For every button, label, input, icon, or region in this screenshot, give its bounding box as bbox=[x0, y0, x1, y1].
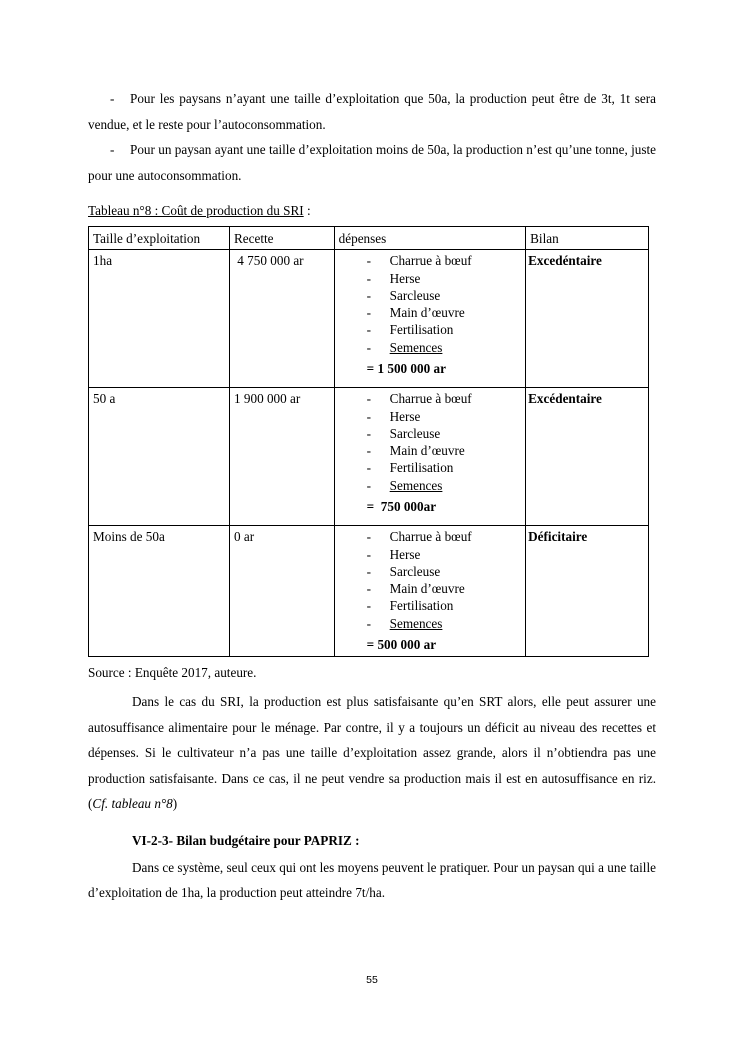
page-body bbox=[88, 86, 656, 906]
cell-depenses bbox=[334, 250, 525, 388]
depenses-total: = 750 000ar bbox=[366, 499, 437, 515]
cell-bilan: Déficitaire bbox=[526, 526, 649, 657]
page-number: 55 bbox=[366, 974, 378, 986]
depenses-list bbox=[339, 528, 520, 632]
cell-depenses bbox=[334, 388, 525, 526]
list-item: - Semences bbox=[367, 477, 520, 494]
cell-recette: 0 ar bbox=[229, 526, 334, 657]
cell-taille: Moins de 50a bbox=[89, 526, 230, 657]
cell-recette: 1 900 000 ar bbox=[229, 388, 334, 526]
section-heading: VI-2-3- Bilan budgétaire pour PAPRIZ : bbox=[132, 832, 360, 848]
cell-depenses bbox=[334, 526, 525, 657]
list-item: - Charrue à bœuf bbox=[367, 252, 520, 269]
list-item: - Semences bbox=[367, 615, 520, 632]
header-depenses: dépenses bbox=[334, 227, 525, 250]
depenses-total: = 1 500 000 ar bbox=[366, 361, 446, 377]
list-item: - Charrue à bœuf bbox=[367, 528, 520, 545]
table-caption-suffix: : bbox=[303, 203, 311, 218]
bullet-item bbox=[88, 86, 656, 137]
list-item: - Fertilisation bbox=[367, 597, 520, 614]
table-caption bbox=[88, 200, 656, 222]
cost-table bbox=[88, 226, 649, 657]
depenses-list bbox=[339, 252, 520, 356]
table-header-row bbox=[89, 227, 649, 250]
header-recette: Recette bbox=[229, 227, 334, 250]
list-item: - Fertilisation bbox=[367, 321, 520, 338]
list-item: - Herse bbox=[367, 408, 520, 425]
list-item: - Main d’œuvre bbox=[367, 442, 520, 459]
cell-bilan: Excedéntaire bbox=[526, 250, 649, 388]
list-item: - Herse bbox=[367, 270, 520, 287]
list-item: - Sarcleuse bbox=[367, 563, 520, 580]
header-taille: Taille d’exploitation bbox=[89, 227, 230, 250]
bullet-item bbox=[88, 137, 656, 188]
bullet-dash: - bbox=[110, 91, 115, 106]
cell-taille: 1ha bbox=[89, 250, 230, 388]
list-item: - Main d’œuvre bbox=[367, 304, 520, 321]
table-row bbox=[89, 526, 649, 657]
table-source: Source : Enquête 2017, auteure. bbox=[88, 665, 257, 681]
list-item: - Sarcleuse bbox=[367, 287, 520, 304]
list-item: - Charrue à bœuf bbox=[367, 390, 520, 407]
cell-taille: 50 a bbox=[89, 388, 230, 526]
bullet-text: Pour les paysans n’ayant une taille d’exploitation que 50a, la production peut être de 3t, 1t sera vendue, et le reste pour l’autoconsommation. bbox=[88, 91, 656, 132]
header-bilan: Bilan bbox=[526, 227, 649, 250]
bullet-text: Pour un paysan ayant une taille d’exploitation moins de 50a, la production n’est qu’une tonne, juste pour une autoconsommation. bbox=[88, 142, 656, 183]
cell-recette: 4 750 000 ar bbox=[229, 250, 334, 388]
paragraph: Dans ce système, seul ceux qui ont les moyens peuvent le pratiquer. Pour un paysan qui a une taille d’exploitation de 1ha, la production peut atteindre 7t/ha. bbox=[88, 859, 656, 901]
table-row bbox=[89, 388, 649, 526]
depenses-list bbox=[339, 390, 520, 494]
table-caption-label: Tableau n°8 : Coût de production du SRI bbox=[88, 203, 304, 218]
list-item: - Semences bbox=[367, 339, 520, 356]
paragraph: Dans le cas du SRI, la production est plus satisfaisante qu’en SRT alors, elle peut assurer une autosuffisance alimentaire pour le ménage. Par contre, il y a toujours un déficit au niveau des recettes et dépenses. Si le cultivateur n’a pas une taille d’exploitation assez grande, alors il n’obtiendra pas une production satisfaisante. Dans ce cas, il ne peut vendre sa production mais il est en autosuffisance en riz. (Cf. tableau n°8) bbox=[88, 694, 656, 812]
list-item: - Main d’œuvre bbox=[367, 580, 520, 597]
bullet-dash: - bbox=[110, 142, 115, 157]
list-item: - Herse bbox=[367, 546, 520, 563]
cell-bilan: Excédentaire bbox=[526, 388, 649, 526]
table-row bbox=[89, 250, 649, 388]
list-item: - Fertilisation bbox=[367, 459, 520, 476]
depenses-total: = 500 000 ar bbox=[366, 637, 437, 653]
list-item: - Sarcleuse bbox=[367, 425, 520, 442]
paragraph-text: Dans le cas du SRI, la production est plus satisfaisante qu’en SRT alors, elle peut assurer une autosuffisance alimentaire pour le ménage. Par contre, il y a toujours un déficit au niveau des recettes et dépenses. Si le cultivateur n’a pas une taille d’exploitation assez grande, alors il n’obtiendra pas une production satisfaisante. Dans ce cas, il ne peut vendre sa production mais il est en autosuffisance en riz. ( bbox=[88, 694, 656, 812]
table-reference: Cf. tableau n°8 bbox=[92, 796, 173, 812]
